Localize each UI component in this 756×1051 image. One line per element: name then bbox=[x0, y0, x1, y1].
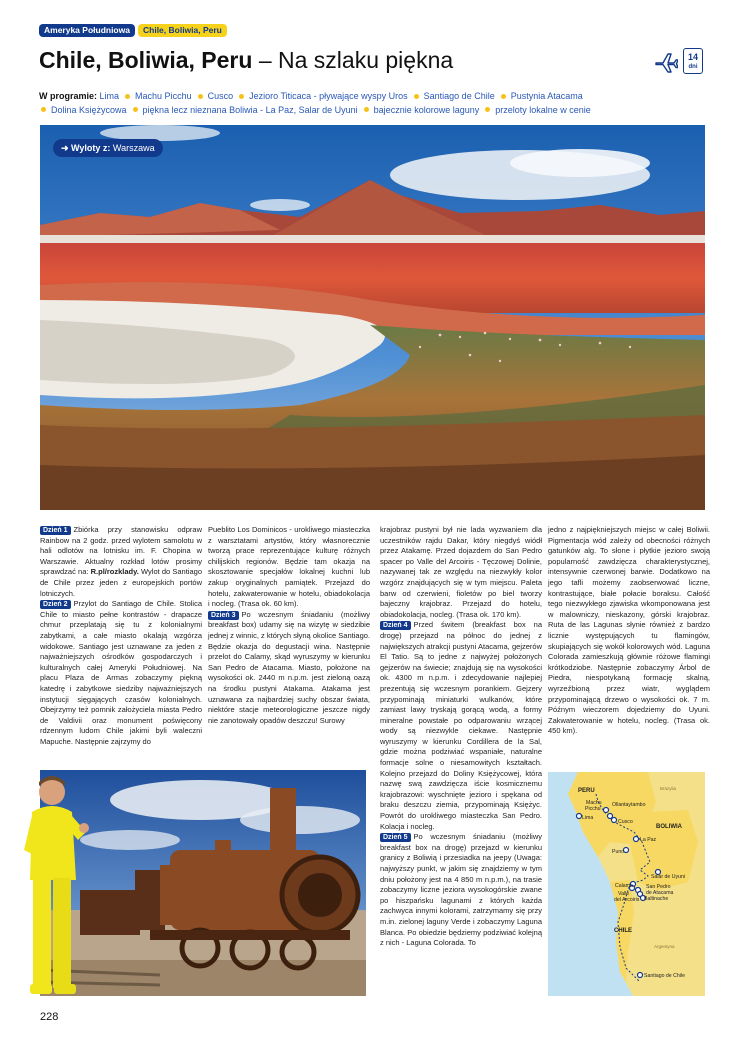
route-map bbox=[548, 772, 705, 996]
map-label-de-atacama: de Atacama bbox=[646, 890, 674, 896]
laguna-colorada-photo bbox=[40, 125, 705, 510]
map-label-machu: Machu bbox=[586, 800, 602, 806]
page-number: 228 bbox=[40, 1011, 59, 1023]
day-badge: Dzień 5 bbox=[380, 833, 411, 842]
bullet-icon bbox=[125, 94, 130, 99]
program-item: Cusco bbox=[207, 91, 234, 101]
map-label-lima: Lima bbox=[582, 815, 594, 821]
region-tag: Ameryka Południowa bbox=[39, 24, 135, 37]
program-item: bajecznie kolorowe laguny bbox=[373, 104, 480, 115]
title-subtitle: – Na szlaku piękna bbox=[252, 47, 454, 73]
map-label-puno: Puno bbox=[612, 849, 625, 855]
bullet-icon bbox=[41, 107, 46, 112]
program-item: Jezioro Titicaca - pływające wyspy Uros bbox=[249, 91, 408, 101]
bullet-icon bbox=[414, 94, 419, 99]
program-item: Dolina Księżycowa bbox=[51, 104, 127, 115]
day-4-paragraph bbox=[380, 620, 542, 832]
schedule-link: R.pl/rozklady. bbox=[90, 567, 139, 577]
title-bold: Chile, Boliwia, Peru bbox=[39, 47, 253, 73]
map-label-picchu: Picchu bbox=[585, 806, 601, 812]
day-5-continued: jedno z najpiękniejszych miejsc w całej Boliwii. Pigmentacja wód zależy od obecności różnych gatunków alg. To słone i płytkie jezioro swoją popularność zawdzięcza charakterystycznej, intensywnie czerwonej barwie. Dodatkowo na jego tafli możemy zaobserwować liczne, kontrastujące, białe połacie boraksu. Całość tego niezwykłego zjawiska wkomponowana jest w malowniczy, nieskazony, górski krajobraz. Ruta de las Lagunas słynie również z bardzo licznie występujących tu flamingów, skupiających się wokół kolorowych wód. Laguna Colorada zamieszkują głównie różowe flamingi krótkodziobe. Następnie zobaczymy Árbol de Piedra, niespotykaną formację skalną, wyrzeźbioną przez wiatr, wyglądem przypominającą drzewo o wysokości ok. 7 m. Późnym wieczorem dojedziemy do Uyuni. Zakwaterowanie w hotelu, nocleg. (Trasa ok. 450 km). bbox=[548, 525, 710, 736]
map-label-ollantaytambo: Ollantaytambo bbox=[612, 802, 646, 808]
program-label: W programie: bbox=[39, 91, 98, 101]
map-label-baltinache: Baltinache bbox=[644, 896, 669, 902]
day-5-text: Po wczesnym śniadaniu (możliwy breakfast box na drogę) przejazd w kierunku granicy z Boliwią i przesiadka na jeepy (Uwaga: najwyższy punkt, w jakim się znajdziemy w tym dniu położony jest na 4 850 m n.p.m.), na trasie zobaczymy liczne jeziora wysokogórskie zwane po hiszpańsku lagunami z których każda zachwyca innymi kolorami, zatrzymamy się przy m.in. zielonej laguny Verde i zobaczymy Laguna Blanca. Po obiedzie będziemy podziwiać kolejną z nich - Laguna Colorada. To bbox=[380, 832, 542, 948]
bullet-icon bbox=[501, 94, 506, 99]
page-title bbox=[39, 46, 453, 74]
days-badge bbox=[683, 48, 703, 74]
bullet-icon bbox=[198, 94, 203, 99]
day-2-paragraph bbox=[40, 599, 202, 747]
map-label-calama: Calama bbox=[615, 883, 633, 889]
days-unit: dni bbox=[688, 64, 698, 70]
map-label-peru: PERU bbox=[578, 788, 595, 794]
map-label-chile: CHILE bbox=[614, 928, 632, 934]
departures-label: ➜ Wyloty z: bbox=[61, 143, 111, 153]
map-label-la-paz: La Paz bbox=[640, 837, 657, 843]
days-number: 14 bbox=[687, 52, 698, 62]
text-column-2 bbox=[208, 525, 370, 726]
countries-tag: Chile, Boliwia, Peru bbox=[138, 24, 227, 37]
day-1-text: Zbiórka przy stanowisku odpraw Rainbow na 2 godz. przed wylotem samolotu w hali odlotów na lotnisku im. F. Chopina w Warszawie. Aktualny rozkład lotów prosimy sprawdzać na: bbox=[40, 525, 202, 577]
departures-city: Warszawa bbox=[112, 143, 155, 153]
bullet-icon bbox=[485, 107, 490, 112]
day-1-paragraph bbox=[40, 525, 202, 599]
day-1-text-tail: Wylot do Santiago de Chile przez jeden z europejskich portów lotniczych. bbox=[40, 567, 202, 598]
map-label-salar: Salar de Uyuni bbox=[651, 874, 686, 880]
map-label-santiago: Santiago de Chile bbox=[644, 973, 685, 979]
map-label-valle: Valle bbox=[618, 891, 630, 897]
day-2-continued: Pueblito Los Dominicos - urokliwego miasteczka z warsztatami artystów, który własnorecznie tworzą prace reprezentujące kulturę różnych chilijskich regionów. Będzie tam okazja na skosztowanie specjałów lokalnej kuchni lub zakup oryginalnych pamiątek. Przejazd do hotelu, zakwaterowanie w hotelu, obiadokolacja i nocleg. (Trasa ok. 60 km). bbox=[208, 525, 370, 609]
program-item: Santiago de Chile bbox=[423, 91, 495, 101]
program-item: Lima bbox=[99, 91, 120, 101]
day-badge: Dzień 2 bbox=[40, 600, 71, 609]
day-badge: Dzień 4 bbox=[380, 621, 411, 630]
day-3-continued: krajobraz pustyni był nie lada wyzwaniem dla uczestników rajdu Dakar, który niegdyś wiódł przez Atakamę. Przed dojazdem do San Pedro spacer po Valle del Arcoiris - Tęczowej Dolinie, nazywanej tak ze względu na niezwykły kolor wzgórz znajdujących się w tym miejscu. Paleta barw od czerwieni, fioletów po biel tworzy bajeczny krajobraz. Przejazd do hotelu, obiadokolacja, nocleg. (Trasa ok. 170 km). bbox=[380, 525, 542, 619]
day-3-paragraph bbox=[208, 610, 370, 727]
map-label-argentyna: Argentyna bbox=[654, 944, 675, 949]
bullet-icon bbox=[239, 94, 244, 99]
map-label-del-arcoiris: del Arcoiris bbox=[614, 897, 640, 903]
map-label-cusco: Cusco bbox=[618, 819, 633, 825]
text-column-1 bbox=[40, 525, 202, 747]
day-badge: Dzień 3 bbox=[208, 611, 239, 620]
program-list bbox=[39, 90, 709, 117]
program-item: Pustynia Atacama bbox=[510, 91, 583, 101]
departures-badge bbox=[53, 139, 163, 157]
plane-icon bbox=[654, 51, 678, 73]
map-label-brazylia: Brazylia bbox=[660, 786, 677, 791]
tour-guide-figure bbox=[20, 770, 90, 1005]
program-item: piękna lecz nieznana Boliwia - La Paz, Salar de Uyuni bbox=[142, 104, 358, 115]
bullet-icon bbox=[364, 107, 369, 112]
day-badge: Dzień 1 bbox=[40, 526, 71, 535]
map-label-boliwia: BOLIWIA bbox=[656, 824, 682, 830]
program-item: Machu Picchu bbox=[135, 91, 192, 101]
text-column-4 bbox=[548, 525, 710, 737]
map-label-san-pedro: San Pedro bbox=[646, 884, 671, 890]
day-3-text: Po wczesnym śniadaniu (możliwy breakfast box) udamy się na wizytę w siedzibie jednej z winnic, z których słyną okolice Santiago. Będzie okazja do degustacji wina. Następnie przelot do Calamy, skąd wyruszymy w kierunku San Pedro de Atacama. Miasto, położone na wysokości ok. 2440 m n.p.m. jest zieloną oazą na środku pustyni Atakama. Atakama jest uznawana za najbardziej suchy obszar świata, niektóre stacje meteorologiczne jeszcze nigdy nie zanotowały opadów deszczu! Surowy bbox=[208, 609, 370, 725]
day-5-paragraph bbox=[380, 832, 542, 949]
day-2-text: Przylot do Santiago de Chile. Stolica Chile to miasto pełne kontrastów - drapacze chmur przeplatają się tu z kolonialnymi zabytkami, a całe miasto okalają wzgórza widokowe. Santiago jest uznawane za jeden z najważniejszych ośrodków gospodarczych i kulturalnych całej Ameryki Południowej. Na placu Plaza de Armas zobaczymy piękną katedrę i zabytkowe siedziby najważniejszych instytucji sięgających czasów kolonialnych. Obejrzymy też pomnik założyciela miasta Pedro de Valdivii oraz monument poświęcony rdzennym ludom Chile jakimi byli waleczni Mapuche. Następnie zajrzymy do bbox=[40, 599, 202, 746]
program-item: przeloty lokalne w cenie bbox=[495, 104, 591, 115]
bullet-icon bbox=[133, 107, 138, 112]
day-4-text: Przed świtem (breakfast box na drogę) przejazd na północ do jednej z największych atrakcji pustyni Atacama, gejzerów El Tatio. Są to jedne z najwyżej położonych gejzerów na świecie; znajdują się na wysokości ok. 4300 m n.p.m. i zdecydowanie najlepiej prezentują się wczesnym porankiem. Gejzery przypominają miniaturki wulkanów, które zamiast lawy tryskają gorącą wodą, a formy mineralne powstałe po odparowaniu wrzącej wody są niezwykle ciekawe. Następnie wyruszymy w kierunku Cordillera de la Sal, gdzie można podziwiać wspaniałe, naturalne formacje solne o niesamowitych kształtach. Kolejno przejazd do Doliny Księżycowej, która nazwę swą zawdzięcza iście kosmicznemu krajobrazowi: wyschnięte jezioro i spękana od braku deszczu ziemia, przypominają Księżyc. Powrót do urokliwego miasteczka San Pedro. Kolacja i nocleg. bbox=[380, 620, 542, 831]
text-column-3 bbox=[380, 525, 542, 949]
